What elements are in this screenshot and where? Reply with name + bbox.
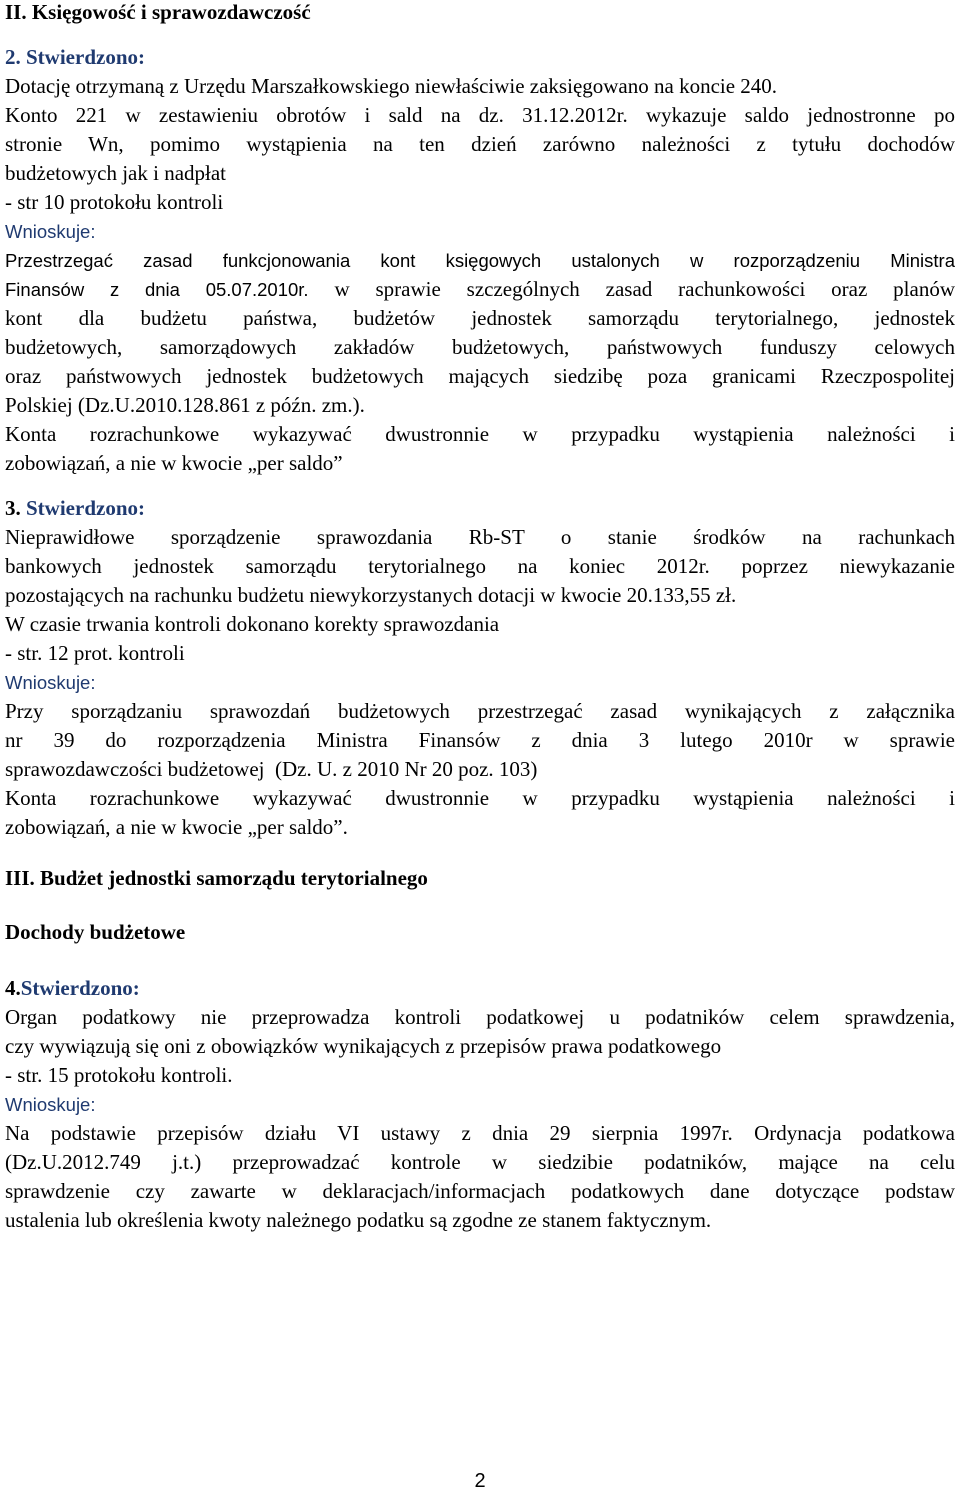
finding-3-line: pozostających na rachunku budżetu niewykorzystanych dotacji w kwocie 20.133,55 zł.: [5, 583, 737, 607]
finding-3-label: [5, 494, 955, 523]
recommendation-3-line: sprawozdawczości budżetowej (Dz. U. z 2010 Nr 20 poz. 103): [5, 757, 538, 781]
recommendation-2-line: Konta rozrachunkowe wykazywać dwustronnie w przypadku wystąpienia należności i: [5, 422, 955, 446]
recommendation-2-line: budżetowych, samorządowych zakładów budżetowych, państwowych funduszy celowych: [5, 335, 955, 359]
section-heading-2: II. Księgowość i sprawozdawczość: [5, 0, 311, 24]
recommendation-3-label: Wnioskuje:: [5, 672, 96, 693]
recommendation-2-line-mixed: [5, 275, 955, 304]
recommendation-3-line: zobowiązań, a nie w kwocie „per saldo”.: [5, 815, 348, 839]
recommendation-4-line: (Dz.U.2012.749 j.t.) przeprowadzać kontrole w siedzibie podatników, mające na celu: [5, 1150, 955, 1174]
finding-3-title: Stwierdzono:: [26, 496, 145, 520]
recommendation-3-line: nr 39 do rozporządzenia Ministra Finansów z dnia 3 lutego 2010r w sprawie: [5, 728, 955, 752]
recommendation-4-line: Na podstawie przepisów działu VI ustawy z dnia 29 sierpnia 1997r. Ordynacja podatkowa: [5, 1121, 955, 1145]
finding-2-line: Konto 221 w zestawieniu obrotów i sald na dz. 31.12.2012r. wykazuje saldo jednostronne po: [5, 103, 955, 127]
recommendation-2-line: oraz państwowych jednostek budżetowych mających siedzibę poza granicami Rzeczpospolitej: [5, 364, 955, 388]
finding-3-line: W czasie trwania kontroli dokonano korekty sprawozdania: [5, 612, 500, 636]
finding-4-title: Stwierdzono:: [20, 976, 140, 1000]
finding-4-number: 4.: [5, 976, 21, 1000]
recommendation-2-line: kont dla budżetu państwa, budżetów jednostek samorządu terytorialnego, jednostek: [5, 306, 955, 330]
recommendation-4-line: sprawdzenie czy zawarte w deklaracjach/informacjach podatkowych dane dotyczące podstaw: [5, 1179, 955, 1203]
recommendation-2-label: Wnioskuje:: [5, 221, 96, 242]
recommendation-2-line: Przestrzegać zasad funkcjonowania kont księgowych ustalonych w rozporządzeniu Ministra: [5, 250, 955, 271]
page-number: 2: [474, 1470, 486, 1492]
recommendation-2-line: Polskiej (Dz.U.2010.128.861 z późn. zm.).: [5, 393, 365, 417]
finding-4-line: czy wywiązują się oni z obowiązków wynikających z przepisów prawa podatkowego: [5, 1034, 722, 1058]
recommendation-3-line: Konta rozrachunkowe wykazywać dwustronnie w przypadku wystąpienia należności i: [5, 786, 955, 810]
recommendation-2-line: zobowiązań, a nie w kwocie „per saldo”: [5, 451, 343, 475]
finding-3-line: bankowych jednostek samorządu terytorialnego na koniec 2012r. poprzez niewykazanie: [5, 554, 955, 578]
finding-4-line: Organ podatkowy nie przeprowadza kontroli podatkowej u podatników celem sprawdzenia,: [5, 1005, 955, 1029]
section-heading-3: III. Budżet jednostki samorządu terytorialnego: [5, 866, 428, 890]
finding-4-label: [5, 974, 955, 1003]
finding-2-label: 2. Stwierdzono:: [5, 45, 145, 69]
finding-2-line: Dotację otrzymaną z Urzędu Marszałkowskiego niewłaściwie zaksięgowano na koncie 240.: [5, 74, 778, 98]
finding-3-number: 3.: [5, 496, 21, 520]
recommendation-4-line: ustalenia lub określenia kwoty należnego podatku są zgodne ze stanem faktycznym.: [5, 1208, 712, 1232]
finding-4-line: - str. 15 protokołu kontroli.: [5, 1063, 233, 1087]
recommendation-2-date: Finansów z dnia 05.07.2010r.: [5, 279, 309, 300]
recommendation-3-line: Przy sporządzaniu sprawozdań budżetowych przestrzegać zasad wynikających z załącznika: [5, 699, 955, 723]
document-page: [5, 0, 955, 1235]
finding-3-line: Nieprawidłowe sporządzenie sprawozdania Rb-ST o stanie środków na rachunkach: [5, 525, 955, 549]
subheading-income: Dochody budżetowe: [5, 920, 186, 944]
recommendation-2-tail: w sprawie szczególnych zasad rachunkowości oraz planów: [308, 277, 955, 301]
finding-3-line: - str. 12 prot. kontroli: [5, 641, 185, 665]
finding-2-line: - str 10 protokołu kontroli: [5, 190, 224, 214]
recommendation-4-label: Wnioskuje:: [5, 1094, 96, 1115]
finding-2-line: stronie Wn, pomimo wystąpienia na ten dzień zarówno należności z tytułu dochodów: [5, 132, 955, 156]
finding-2-line: budżetowych jak i nadpłat: [5, 161, 227, 185]
